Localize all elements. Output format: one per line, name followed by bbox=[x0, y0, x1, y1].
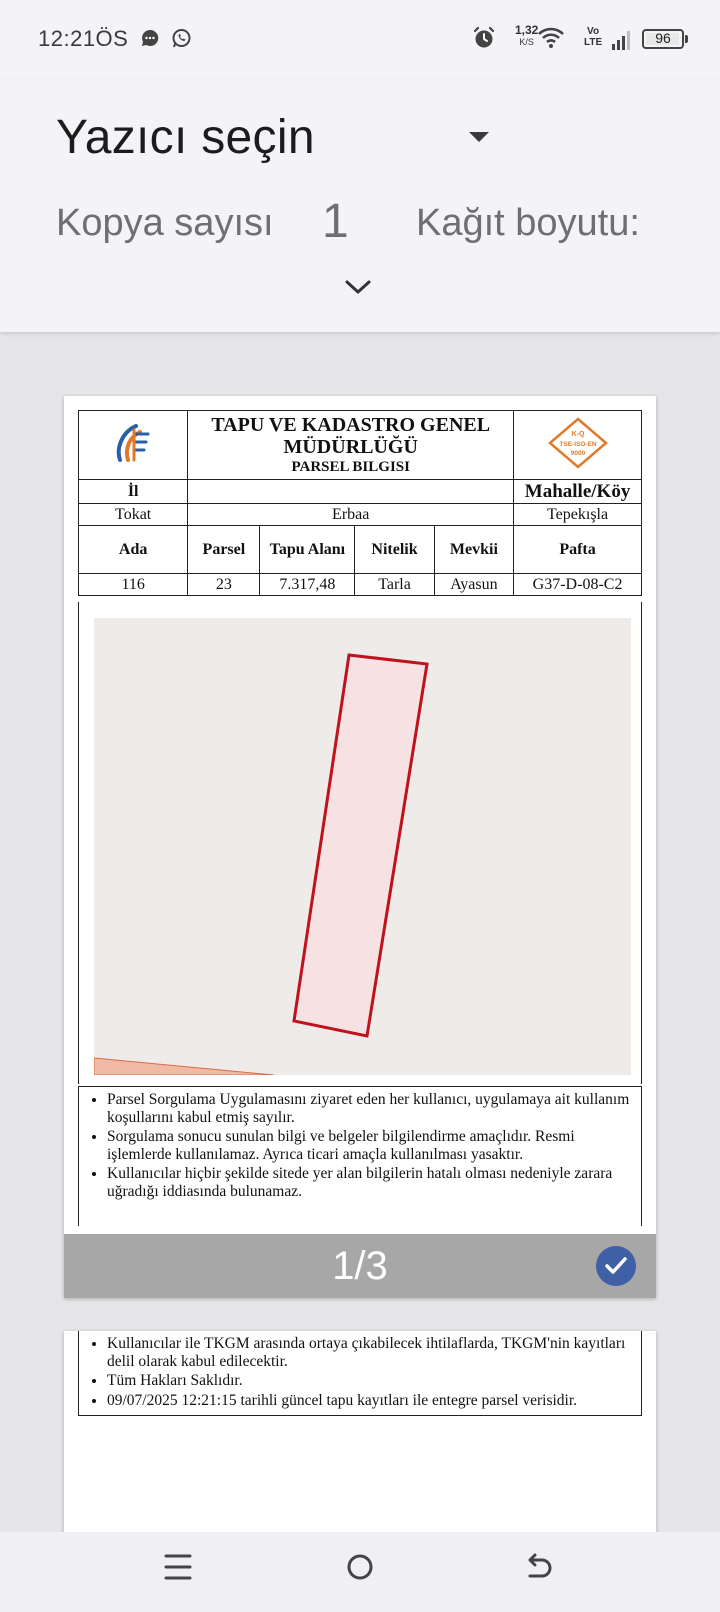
svg-text:K-Q: K-Q bbox=[571, 430, 584, 438]
page-indicator-bar bbox=[64, 1234, 656, 1298]
org-title-cell bbox=[188, 411, 514, 480]
chevron-down-icon[interactable] bbox=[344, 278, 372, 301]
cell-pafta: G37-D-08-C2 bbox=[514, 574, 642, 596]
note-item: • Parsel Sorgulama Uygulamasını ziyaret eden her kullanıcı, uygulamaya ait kullanım koşullarını kabul etmiş sayılır. bbox=[107, 1091, 641, 1126]
print-options-panel bbox=[0, 80, 720, 332]
network-speed: 1,32 K/S bbox=[515, 23, 539, 47]
parcel-info-table bbox=[78, 410, 642, 596]
terms-notes-continued bbox=[78, 1331, 642, 1416]
col-ada: Ada bbox=[79, 526, 188, 574]
svg-text:9000: 9000 bbox=[570, 449, 585, 457]
recent-apps-icon[interactable] bbox=[164, 1550, 192, 1589]
page-preview-1[interactable] bbox=[64, 396, 656, 1298]
terms-notes bbox=[78, 1086, 642, 1226]
note-item: • Kullanıcılar ile TKGM arasında ortaya çıkabilecek ihtilaflarda, TKGM'nin kayıtları delil olarak kabul edilecektir. bbox=[107, 1335, 641, 1370]
org-title-line1: TAPU VE KADASTRO GENEL bbox=[211, 414, 491, 436]
label-il: İl bbox=[79, 480, 188, 504]
label-mahalle: Mahalle/Köy bbox=[514, 480, 642, 504]
note-item: • Tüm Hakları Saklıdır. bbox=[107, 1372, 641, 1390]
alarm-icon bbox=[472, 26, 496, 55]
tkgm-logo-cell bbox=[79, 411, 188, 480]
value-mahalle: Tepekışla bbox=[514, 504, 642, 526]
wifi-icon bbox=[538, 27, 564, 54]
page-indicator: 1/3 bbox=[332, 1244, 388, 1288]
doc-subtitle: PARSEL BILGISI bbox=[291, 459, 410, 475]
org-title-line2: MÜDÜRLÜĞÜ bbox=[283, 436, 418, 458]
system-nav-bar bbox=[0, 1532, 720, 1612]
col-parsel: Parsel bbox=[188, 526, 260, 574]
col-tapu-alani: Tapu Alanı bbox=[260, 526, 355, 574]
home-icon[interactable] bbox=[345, 1550, 375, 1589]
svg-text:TSE-ISO-EN: TSE-ISO-EN bbox=[558, 440, 597, 448]
cell-ada: 116 bbox=[79, 574, 188, 596]
printer-select[interactable]: Yazıcı seçin bbox=[56, 111, 315, 164]
col-pafta: Pafta bbox=[514, 526, 642, 574]
paper-size-label: Kağıt boyutu: bbox=[416, 202, 640, 244]
tkgm-logo bbox=[112, 453, 154, 470]
col-mevkii: Mevkii bbox=[434, 526, 513, 574]
back-icon[interactable] bbox=[524, 1550, 554, 1589]
cell-mevkii: Ayasun bbox=[434, 574, 513, 596]
page-preview-2[interactable] bbox=[64, 1331, 656, 1541]
dropdown-arrow-icon[interactable] bbox=[469, 132, 489, 142]
parcel-outline bbox=[294, 655, 427, 1036]
status-bar bbox=[0, 0, 720, 80]
copies-input[interactable]: 1 bbox=[322, 195, 349, 248]
page-selected-check-icon[interactable] bbox=[596, 1246, 636, 1286]
chat-notification-icon bbox=[140, 28, 160, 53]
cell-parsel: 23 bbox=[188, 574, 260, 596]
note-item: • Sorgulama sonucu sunulan bilgi ve belgeler bilgilendirme amaçlıdır. Resmi işlemlerde kullanılamaz. Ayrıca ticari amaçla kullanılması yasaktır. bbox=[107, 1128, 641, 1163]
iso-cert-logo bbox=[548, 430, 608, 473]
value-ilce: Erbaa bbox=[188, 504, 514, 526]
parcel-map bbox=[94, 618, 631, 1075]
value-il: Tokat bbox=[79, 504, 188, 526]
signal-icon bbox=[612, 30, 634, 55]
note-item: • Kullanıcılar hiçbir şekilde sitede yer alan bilgilerin hatalı olması nedeniyle zarara uğradığı iddiasında bulunamaz. bbox=[107, 1165, 641, 1200]
cert-logo-cell bbox=[514, 411, 642, 480]
note-item: • 09/07/2025 12:21:15 tarihli güncel tapu kayıtları ile entegre parsel verisidir. bbox=[107, 1392, 641, 1410]
cell-tapu-alani: 7.317,48 bbox=[260, 574, 355, 596]
battery-icon: 96 bbox=[642, 29, 684, 49]
volte-indicator: Vo LTE bbox=[584, 26, 603, 48]
cell-nitelik: Tarla bbox=[355, 574, 434, 596]
clock: 12:21ÖS bbox=[38, 26, 129, 51]
col-nitelik: Nitelik bbox=[355, 526, 434, 574]
table-row bbox=[79, 574, 642, 596]
whatsapp-icon bbox=[171, 28, 192, 54]
copies-label: Kopya sayısı bbox=[56, 202, 274, 244]
